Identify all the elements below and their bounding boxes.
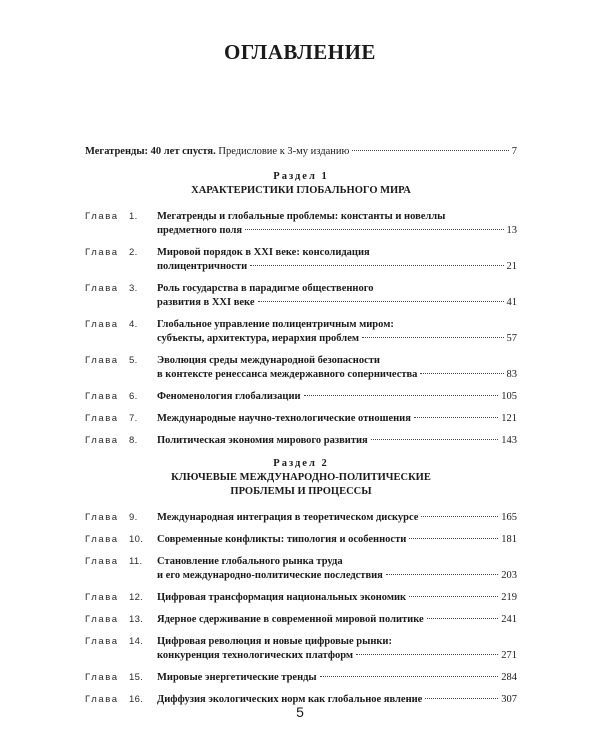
chapter-word: Глава xyxy=(85,694,119,705)
chapter-title: Международная интеграция в теоретическом дискурсе xyxy=(157,512,419,523)
toc-entry[interactable] xyxy=(85,210,517,238)
page-ref: 181 xyxy=(501,534,517,545)
dot-leader xyxy=(409,596,498,597)
preface-subtitle: Предисловие к 3-му изданию xyxy=(218,146,350,157)
dot-leader xyxy=(421,516,498,517)
chapter-number: 12. xyxy=(129,592,144,603)
page-ref: 203 xyxy=(501,570,517,581)
toc-entry[interactable] xyxy=(85,246,517,274)
chapter-label xyxy=(85,671,157,685)
chapter-label xyxy=(85,210,157,224)
toc-entry[interactable] xyxy=(85,613,517,627)
chapter-label xyxy=(85,635,157,649)
toc-entry[interactable] xyxy=(85,511,517,525)
chapter-word: Глава xyxy=(85,283,119,294)
dot-leader xyxy=(362,337,503,338)
chapter-title: Цифровая революция и новые цифровые рынки: xyxy=(157,636,392,647)
chapter-label xyxy=(85,613,157,627)
dot-leader xyxy=(371,439,499,440)
chapter-label xyxy=(85,246,157,260)
chapter-label xyxy=(85,318,157,332)
chapter-title: конкуренция технологических платформ xyxy=(157,650,354,661)
chapter-number: 15. xyxy=(129,672,144,683)
toc-entry[interactable] xyxy=(85,354,517,382)
page-ref: 121 xyxy=(501,413,517,424)
toc-entry[interactable] xyxy=(85,671,517,685)
dot-leader xyxy=(427,618,499,619)
page-ref: 241 xyxy=(501,614,517,625)
chapter-word: Глава xyxy=(85,672,119,683)
dot-leader xyxy=(356,654,498,655)
toc-entry[interactable] xyxy=(85,318,517,346)
toc-entry[interactable] xyxy=(85,282,517,310)
chapter-label xyxy=(85,412,157,426)
dot-leader xyxy=(420,373,503,374)
chapter-number: 5. xyxy=(129,355,138,366)
chapter-title: Эволюция среды международной безопасности xyxy=(157,355,380,366)
chapter-title: Современные конфликты: типология и особенности xyxy=(157,534,407,545)
chapter-label xyxy=(85,390,157,404)
dot-leader xyxy=(304,395,499,396)
chapter-word: Глава xyxy=(85,319,119,330)
chapter-label xyxy=(85,434,157,448)
chapter-number: 9. xyxy=(129,512,138,523)
chapter-number: 1. xyxy=(129,211,138,222)
page-ref: 271 xyxy=(501,650,517,661)
dot-leader xyxy=(320,676,499,677)
chapter-title: Становление глобального рынка труда xyxy=(157,556,343,567)
section-header xyxy=(85,456,517,499)
chapter-title: Мегатренды и глобальные проблемы: константы и новеллы xyxy=(157,211,446,222)
page-ref: 7 xyxy=(511,146,517,157)
dot-leader xyxy=(425,698,498,699)
chapter-word: Глава xyxy=(85,435,119,446)
chapter-label xyxy=(85,533,157,547)
chapter-number: 4. xyxy=(129,319,138,330)
page-ref: 21 xyxy=(506,261,517,272)
toc-entry[interactable] xyxy=(85,434,517,448)
chapter-title: Феноменология глобализации xyxy=(157,391,301,402)
chapter-title: предметного поля xyxy=(157,225,243,236)
dot-leader xyxy=(414,417,498,418)
toc-entry[interactable] xyxy=(85,390,517,404)
chapter-title: в контексте ренессанса междержавного соперничества xyxy=(157,369,418,380)
chapter-number: 13. xyxy=(129,614,144,625)
chapter-title: Международные научно-технологические отношения xyxy=(157,413,411,424)
chapter-number: 10. xyxy=(129,534,144,545)
chapter-word: Глава xyxy=(85,512,119,523)
section-label: Раздел 2 xyxy=(273,458,329,469)
chapter-word: Глава xyxy=(85,636,119,647)
page-ref: 143 xyxy=(501,435,517,446)
page-ref: 57 xyxy=(506,333,517,344)
chapter-number: 8. xyxy=(129,435,138,446)
toc-entry[interactable] xyxy=(85,412,517,426)
toc-entry[interactable] xyxy=(85,591,517,605)
page-ref: 219 xyxy=(501,592,517,603)
page-ref: 13 xyxy=(506,225,517,236)
chapter-title: и его международно-политические последствия xyxy=(157,570,383,581)
page-ref: 284 xyxy=(501,672,517,683)
chapter-number: 3. xyxy=(129,283,138,294)
dot-leader xyxy=(258,301,504,302)
dot-leader xyxy=(245,229,503,230)
section-header xyxy=(85,169,517,198)
dot-leader xyxy=(250,265,503,266)
chapter-label xyxy=(85,555,157,569)
chapter-word: Глава xyxy=(85,614,119,625)
chapter-word: Глава xyxy=(85,247,119,258)
chapter-title: Мировой порядок в XXI веке: консолидация xyxy=(157,247,370,258)
toc-entry[interactable] xyxy=(85,635,517,663)
chapter-title: Диффузия экологических норм как глобальное явление xyxy=(157,694,423,705)
chapter-word: Глава xyxy=(85,391,119,402)
preface-title: Мегатренды: 40 лет спустя. xyxy=(85,146,216,157)
page-ref: 83 xyxy=(506,369,517,380)
dot-leader xyxy=(409,538,498,539)
page-ref: 105 xyxy=(501,391,517,402)
chapter-number: 16. xyxy=(129,694,144,705)
dot-leader xyxy=(386,574,498,575)
chapter-number: 11. xyxy=(129,556,143,567)
preface-entry[interactable] xyxy=(85,145,517,159)
section-title: ПРОБЛЕМЫ И ПРОЦЕССЫ xyxy=(230,486,372,497)
chapter-word: Глава xyxy=(85,556,119,567)
chapter-title: субъекты, архитектура, иерархия проблем xyxy=(157,333,360,344)
chapter-label xyxy=(85,354,157,368)
chapter-word: Глава xyxy=(85,211,119,222)
toc-entry[interactable] xyxy=(85,533,517,547)
page-ref: 41 xyxy=(506,297,517,308)
page-title: ОГЛАВЛЕНИЕ xyxy=(224,40,376,64)
chapter-number: 14. xyxy=(129,636,144,647)
chapter-title: Роль государства в парадигме общественного xyxy=(157,283,374,294)
page-number: 5 xyxy=(296,704,304,720)
section-title: КЛЮЧЕВЫЕ МЕЖДУНАРОДНО-ПОЛИТИЧЕСКИЕ xyxy=(171,472,431,483)
table-of-contents xyxy=(85,145,517,715)
page-ref: 165 xyxy=(501,512,517,523)
chapter-title: полицентричности xyxy=(157,261,248,272)
chapter-word: Глава xyxy=(85,534,119,545)
chapter-word: Глава xyxy=(85,355,119,366)
chapter-title: Глобальное управление полицентричным миром: xyxy=(157,319,394,330)
chapter-title: Мировые энергетические тренды xyxy=(157,672,317,683)
section-title: ХАРАКТЕРИСТИКИ ГЛОБАЛЬНОГО МИРА xyxy=(191,185,411,196)
section-label: Раздел 1 xyxy=(273,171,329,182)
chapter-word: Глава xyxy=(85,413,119,424)
toc-entry[interactable] xyxy=(85,555,517,583)
chapter-word: Глава xyxy=(85,592,119,603)
chapter-label xyxy=(85,282,157,296)
chapter-number: 7. xyxy=(129,413,138,424)
chapter-label xyxy=(85,511,157,525)
dot-leader xyxy=(352,150,508,151)
page-ref: 307 xyxy=(501,694,517,705)
chapter-title: развития в XXI веке xyxy=(157,297,255,308)
chapter-title: Политическая экономия мирового развития xyxy=(157,435,368,446)
chapter-number: 2. xyxy=(129,247,138,258)
chapter-title: Цифровая трансформация национальных экономик xyxy=(157,592,407,603)
chapter-label xyxy=(85,591,157,605)
chapter-number: 6. xyxy=(129,391,138,402)
chapter-title: Ядерное сдерживание в современной мировой политике xyxy=(157,614,424,625)
